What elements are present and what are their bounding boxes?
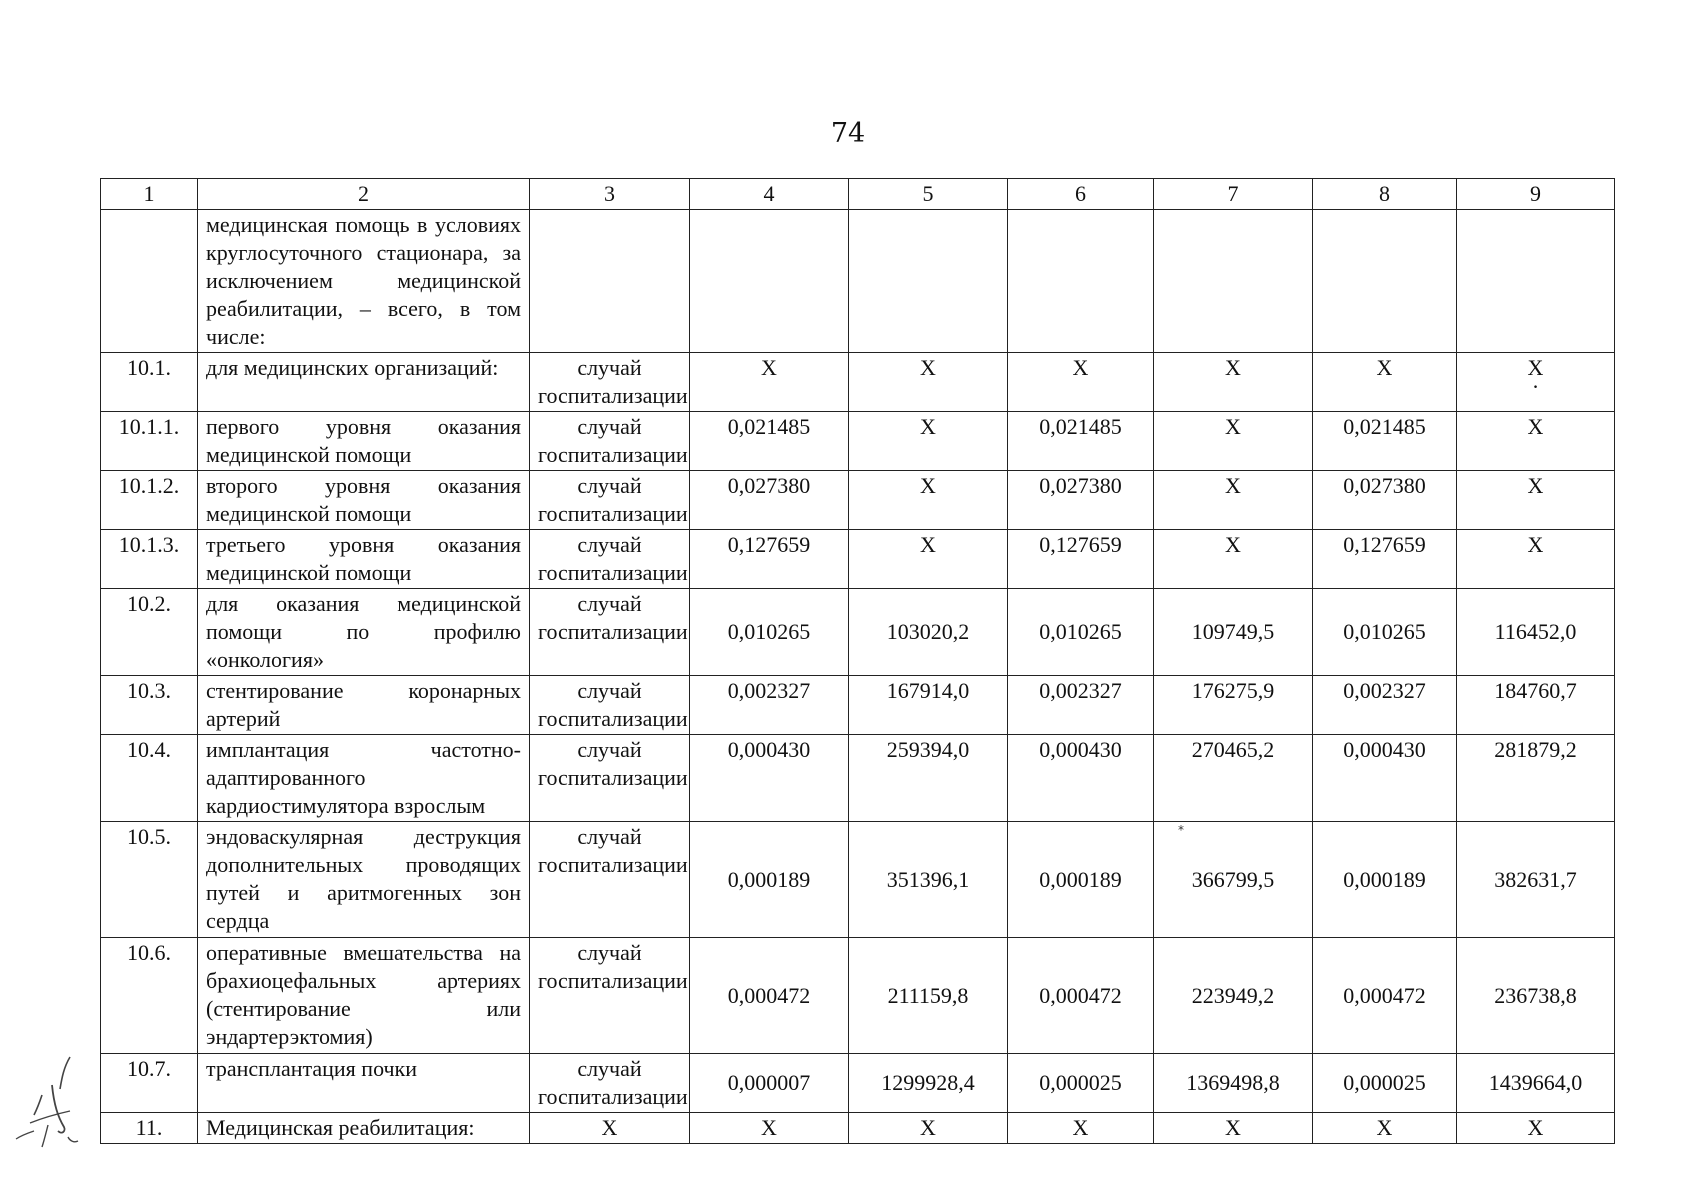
row-name: трансплантация почки <box>198 1054 530 1113</box>
row-value: 184760,7 <box>1457 676 1615 735</box>
row-value: 0,027380 <box>1313 471 1457 530</box>
column-header: 9 <box>1457 179 1615 210</box>
row-number: 10.1.3. <box>101 530 198 589</box>
row-number: 10.2. <box>101 589 198 676</box>
row-value: 167914,0 <box>849 676 1008 735</box>
row-value: X · <box>1457 353 1615 412</box>
row-name: для медицинских организаций: <box>198 353 530 412</box>
row-value: 211159,8 <box>849 938 1008 1054</box>
row-number <box>101 210 198 353</box>
row-number: 10.5. <box>101 822 198 938</box>
column-header: 2 <box>198 179 530 210</box>
row-name: имплантация частотно-адаптированного кардиостимулятора взрослым <box>198 735 530 822</box>
row-unit <box>530 210 690 353</box>
table-row <box>101 1054 1615 1113</box>
row-name: второго уровня оказания медицинской помощи <box>198 471 530 530</box>
table-row <box>101 589 1615 676</box>
row-value: X <box>849 353 1008 412</box>
row-value: X <box>690 1113 849 1144</box>
row-unit: случай госпитализации <box>530 353 690 412</box>
column-number-header-row <box>101 179 1615 210</box>
row-number: 10.1. <box>101 353 198 412</box>
row-value: 0,000007 <box>690 1054 849 1113</box>
row-number: 10.1.2. <box>101 471 198 530</box>
column-header: 6 <box>1008 179 1154 210</box>
row-value: X <box>849 1113 1008 1144</box>
row-name: третьего уровня оказания медицинской помощи <box>198 530 530 589</box>
row-unit: случай госпитализации <box>530 589 690 676</box>
column-header: 1 <box>101 179 198 210</box>
stray-mark: * <box>1178 823 1184 837</box>
table-row <box>101 822 1615 938</box>
row-name: оперативные вмешательства на брахиоцефальных артериях (стентирование или эндартерэктомия) <box>198 938 530 1054</box>
row-name: первого уровня оказания медицинской помощи <box>198 412 530 471</box>
row-unit: случай госпитализации <box>530 735 690 822</box>
row-value <box>690 210 849 353</box>
row-value: X <box>1457 412 1615 471</box>
row-unit: случай госпитализации <box>530 822 690 938</box>
row-value: X <box>1457 1113 1615 1144</box>
table-row <box>101 471 1615 530</box>
row-value: 0,000025 <box>1008 1054 1154 1113</box>
column-header: 7 <box>1154 179 1313 210</box>
table-row <box>101 735 1615 822</box>
row-value: 0,000472 <box>690 938 849 1054</box>
column-header: 4 <box>690 179 849 210</box>
row-value: 382631,7 <box>1457 822 1615 938</box>
row-unit: случай госпитализации <box>530 676 690 735</box>
row-value: X <box>1154 412 1313 471</box>
row-unit: случай госпитализации <box>530 938 690 1054</box>
row-value: 0,000472 <box>1008 938 1154 1054</box>
row-value: 1439664,0 <box>1457 1054 1615 1113</box>
table-row <box>101 1113 1615 1144</box>
row-value: 1299928,4 <box>849 1054 1008 1113</box>
column-header: 3 <box>530 179 690 210</box>
row-value-text: X <box>1527 355 1544 380</box>
row-value: X <box>1313 1113 1457 1144</box>
row-number: 11. <box>101 1113 198 1144</box>
row-value: X <box>1457 471 1615 530</box>
handwritten-initials-signature <box>12 1055 92 1175</box>
column-header: 8 <box>1313 179 1457 210</box>
row-value: 0,000025 <box>1313 1054 1457 1113</box>
row-value: 0,127659 <box>690 530 849 589</box>
row-number: 10.1.1. <box>101 412 198 471</box>
row-value: 0,010265 <box>1313 589 1457 676</box>
row-value <box>1008 210 1154 353</box>
row-value: 0,000430 <box>690 735 849 822</box>
row-value: 0,021485 <box>1313 412 1457 471</box>
row-number: 10.6. <box>101 938 198 1054</box>
row-value: 0,127659 <box>1313 530 1457 589</box>
row-name: для оказания медицинской помощи по профилю «онкология» <box>198 589 530 676</box>
row-value: 351396,1 <box>849 822 1008 938</box>
row-value: 0,000189 <box>1008 822 1154 938</box>
row-value <box>1457 210 1615 353</box>
row-value: 0,021485 <box>690 412 849 471</box>
row-name: эндоваскулярная деструкция дополнительных проводящих путей и аритмогенных зон сердца <box>198 822 530 938</box>
row-value: 109749,5 <box>1154 589 1313 676</box>
table-row <box>101 412 1615 471</box>
row-unit: случай госпитализации <box>530 471 690 530</box>
row-value: 103020,2 <box>849 589 1008 676</box>
table-row <box>101 938 1615 1054</box>
row-unit: X <box>530 1113 690 1144</box>
row-value: 281879,2 <box>1457 735 1615 822</box>
row-value: 0,010265 <box>1008 589 1154 676</box>
row-number: 10.4. <box>101 735 198 822</box>
row-unit: случай госпитализации <box>530 530 690 589</box>
data-table <box>100 178 1615 1144</box>
table-row <box>101 353 1615 412</box>
row-value: 0,000430 <box>1313 735 1457 822</box>
row-value: X <box>1008 353 1154 412</box>
row-value: 0,127659 <box>1008 530 1154 589</box>
row-value: 1369498,8 <box>1154 1054 1313 1113</box>
table-row <box>101 530 1615 589</box>
row-value: X <box>849 471 1008 530</box>
row-value: 366799,5 <box>1154 822 1313 938</box>
row-value: 0,027380 <box>1008 471 1154 530</box>
row-value: 0,000472 <box>1313 938 1457 1054</box>
row-value: X <box>1313 353 1457 412</box>
row-value: X <box>690 353 849 412</box>
row-value: 0,002327 <box>690 676 849 735</box>
row-value: X <box>849 412 1008 471</box>
row-name: Медицинская реабилитация: <box>198 1113 530 1144</box>
row-value: 0,021485 <box>1008 412 1154 471</box>
row-value: 270465,2 <box>1154 735 1313 822</box>
row-value <box>1154 210 1313 353</box>
row-value: 0,002327 <box>1008 676 1154 735</box>
row-value: X <box>1154 530 1313 589</box>
row-value: X <box>1154 1113 1313 1144</box>
page-number: 74 <box>830 118 866 149</box>
row-value: X <box>1457 530 1615 589</box>
row-value: 176275,9 <box>1154 676 1313 735</box>
row-unit: случай госпитализации <box>530 1054 690 1113</box>
row-value <box>849 210 1008 353</box>
table-row <box>101 676 1615 735</box>
row-value: 0,010265 <box>690 589 849 676</box>
row-value: 0,000189 <box>690 822 849 938</box>
row-value: X <box>1008 1113 1154 1144</box>
row-value: X <box>849 530 1008 589</box>
row-name: медицинская помощь в условиях круглосуточного стационара, за исключением медицинской реабилитации, – всего, в том числе: <box>198 210 530 353</box>
row-name: стентирование коронарных артерий <box>198 676 530 735</box>
row-value: 0,027380 <box>690 471 849 530</box>
row-number: 10.7. <box>101 1054 198 1113</box>
row-number: 10.3. <box>101 676 198 735</box>
row-value: 259394,0 <box>849 735 1008 822</box>
row-value: 223949,2 <box>1154 938 1313 1054</box>
table-row <box>101 210 1615 353</box>
row-value: 236738,8 <box>1457 938 1615 1054</box>
row-value: 116452,0 <box>1457 589 1615 676</box>
row-value: 0,002327 <box>1313 676 1457 735</box>
row-value: 0,000430 <box>1008 735 1154 822</box>
row-value: 0,000189 <box>1313 822 1457 938</box>
row-value: X <box>1154 471 1313 530</box>
column-header: 5 <box>849 179 1008 210</box>
row-unit: случай госпитализации <box>530 412 690 471</box>
row-value <box>1313 210 1457 353</box>
row-value: X <box>1154 353 1313 412</box>
